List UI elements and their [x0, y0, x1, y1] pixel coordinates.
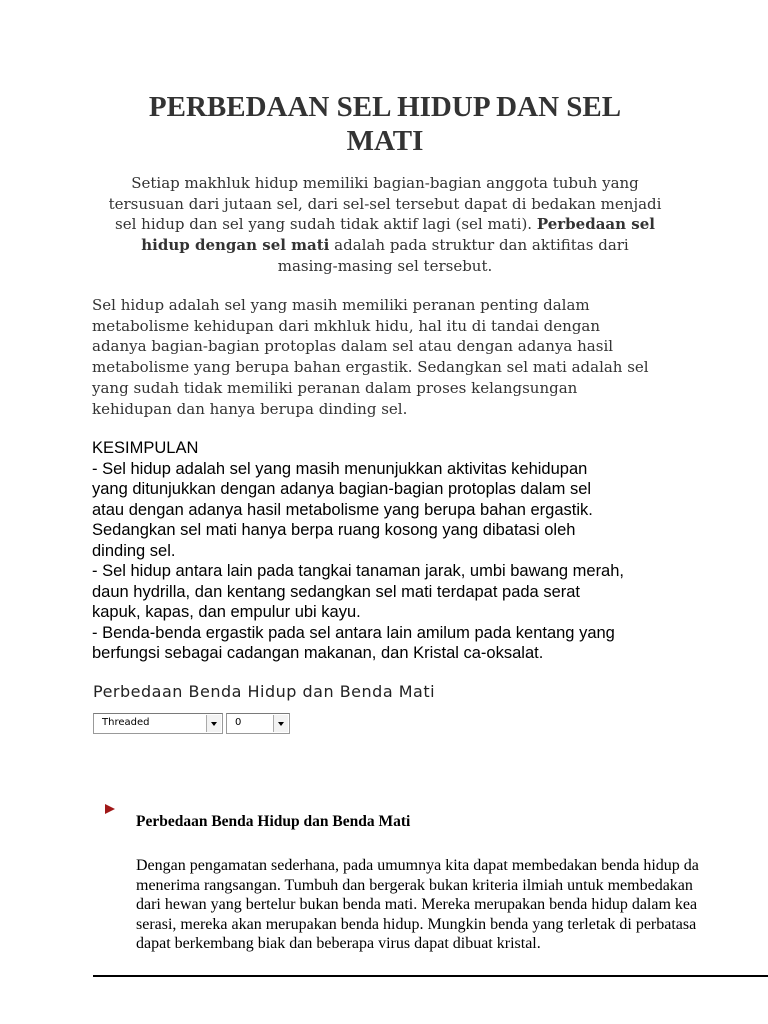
- page-title: [100, 90, 670, 158]
- thread-mode-select[interactable]: [93, 713, 223, 734]
- post-body: [136, 856, 699, 954]
- chevron-down-icon[interactable]: [206, 715, 221, 732]
- body-line: kehidupan dan hanya berupa dinding sel.: [92, 399, 408, 418]
- conclusion-section: [92, 438, 692, 664]
- conclusion-line: kapuk, kapas, dan empulur ubi kayu.: [92, 603, 361, 621]
- intro-paragraph: [92, 173, 678, 277]
- conclusion-line: - Sel hidup adalah sel yang masih menunjukkan aktivitas kehidupan: [92, 459, 588, 478]
- title-line-2: MATI: [346, 125, 424, 157]
- post-line: Dengan pengamatan sederhana, pada umumnya kita dapat membedakan benda hidup da: [136, 857, 699, 874]
- conclusion-heading: KESIMPULAN: [92, 439, 199, 457]
- conclusion-line: yang ditunjukkan dengan adanya bagian-bagian protoplas dalam sel: [92, 480, 592, 498]
- intro-emphasis: Perbedaan sel: [536, 215, 655, 234]
- divider: [93, 975, 768, 977]
- body-line: yang sudah tidak memiliki peranan dalam proses kelangsungan: [92, 378, 578, 397]
- post-line: menerima rangsangan. Tumbuh dan bergerak bukan kriteria ilmiah untuk membedakan: [136, 876, 693, 894]
- conclusion-line: Sedangkan sel mati hanya berpa ruang kosong yang dibatasi oleh: [92, 521, 576, 539]
- intro-emphasis: hidup dengan sel mati: [141, 236, 330, 255]
- intro-line: Setiap makhluk hidup memiliki bagian-bagian anggota tubuh yang: [131, 174, 639, 192]
- thread-mode-value: Threaded: [102, 717, 150, 728]
- body-line: adanya bagian-bagian protoplas dalam sel atau dengan adanya hasil: [92, 337, 614, 356]
- intro-line: tersusuan dari jutaan sel, dari sel-sel tersebut dapat di bedakan menjadi: [108, 194, 662, 213]
- post-line: dari hewan yang bertelur bukan benda mati. Mereka merupakan benda hidup dalam kea: [136, 896, 698, 913]
- discussion-heading: Perbedaan Benda Hidup dan Benda Mati: [93, 682, 436, 701]
- conclusion-line: berfungsi sebagai cadangan makanan, dan Kristal ca-oksalat.: [92, 644, 544, 662]
- triangle-bullet-icon: [105, 804, 115, 814]
- count-value: 0: [235, 717, 242, 728]
- intro-line: adalah pada struktur dan aktifitas dari: [334, 236, 629, 255]
- conclusion-line: daun hydrilla, dan kentang sedangkan sel mati terdapat pada serat: [92, 582, 580, 601]
- count-select[interactable]: [226, 713, 290, 734]
- body-line: Sel hidup adalah sel yang masih memiliki peranan penting dalam: [92, 296, 590, 314]
- conclusion-line: - Sel hidup antara lain pada tangkai tanaman jarak, umbi bawang merah,: [92, 562, 624, 580]
- post-line: dapat berkembang biak dan beberapa virus dapat dibuat kristal.: [136, 935, 541, 952]
- body-paragraph: [92, 295, 682, 419]
- post-title[interactable]: Perbedaan Benda Hidup dan Benda Mati: [136, 813, 411, 830]
- body-line: metabolisme yang berupa bahan ergastik. Sedangkan sel mati adalah sel: [92, 358, 649, 377]
- chevron-down-icon[interactable]: [273, 715, 288, 732]
- post-line: serasi, mereka akan merupakan benda hidup. Mungkin benda yang terletak di perbatasa: [136, 915, 697, 933]
- title-line-1: PERBEDAAN SEL HIDUP DAN SEL: [148, 91, 622, 123]
- conclusion-line: - Benda-benda ergastik pada sel antara lain amilum pada kentang yang: [92, 623, 615, 642]
- body-line: metabolisme kehidupan dari mkhluk hidu, hal itu di tandai dengan: [92, 316, 601, 335]
- conclusion-line: dinding sel.: [92, 541, 176, 560]
- intro-line: masing-masing sel tersebut.: [277, 256, 493, 275]
- intro-line: sel hidup dan sel yang sudah tidak aktif lagi (sel mati).: [115, 215, 533, 234]
- conclusion-line: atau dengan adanya hasil metabolisme yang berupa bahan ergastik.: [92, 500, 593, 519]
